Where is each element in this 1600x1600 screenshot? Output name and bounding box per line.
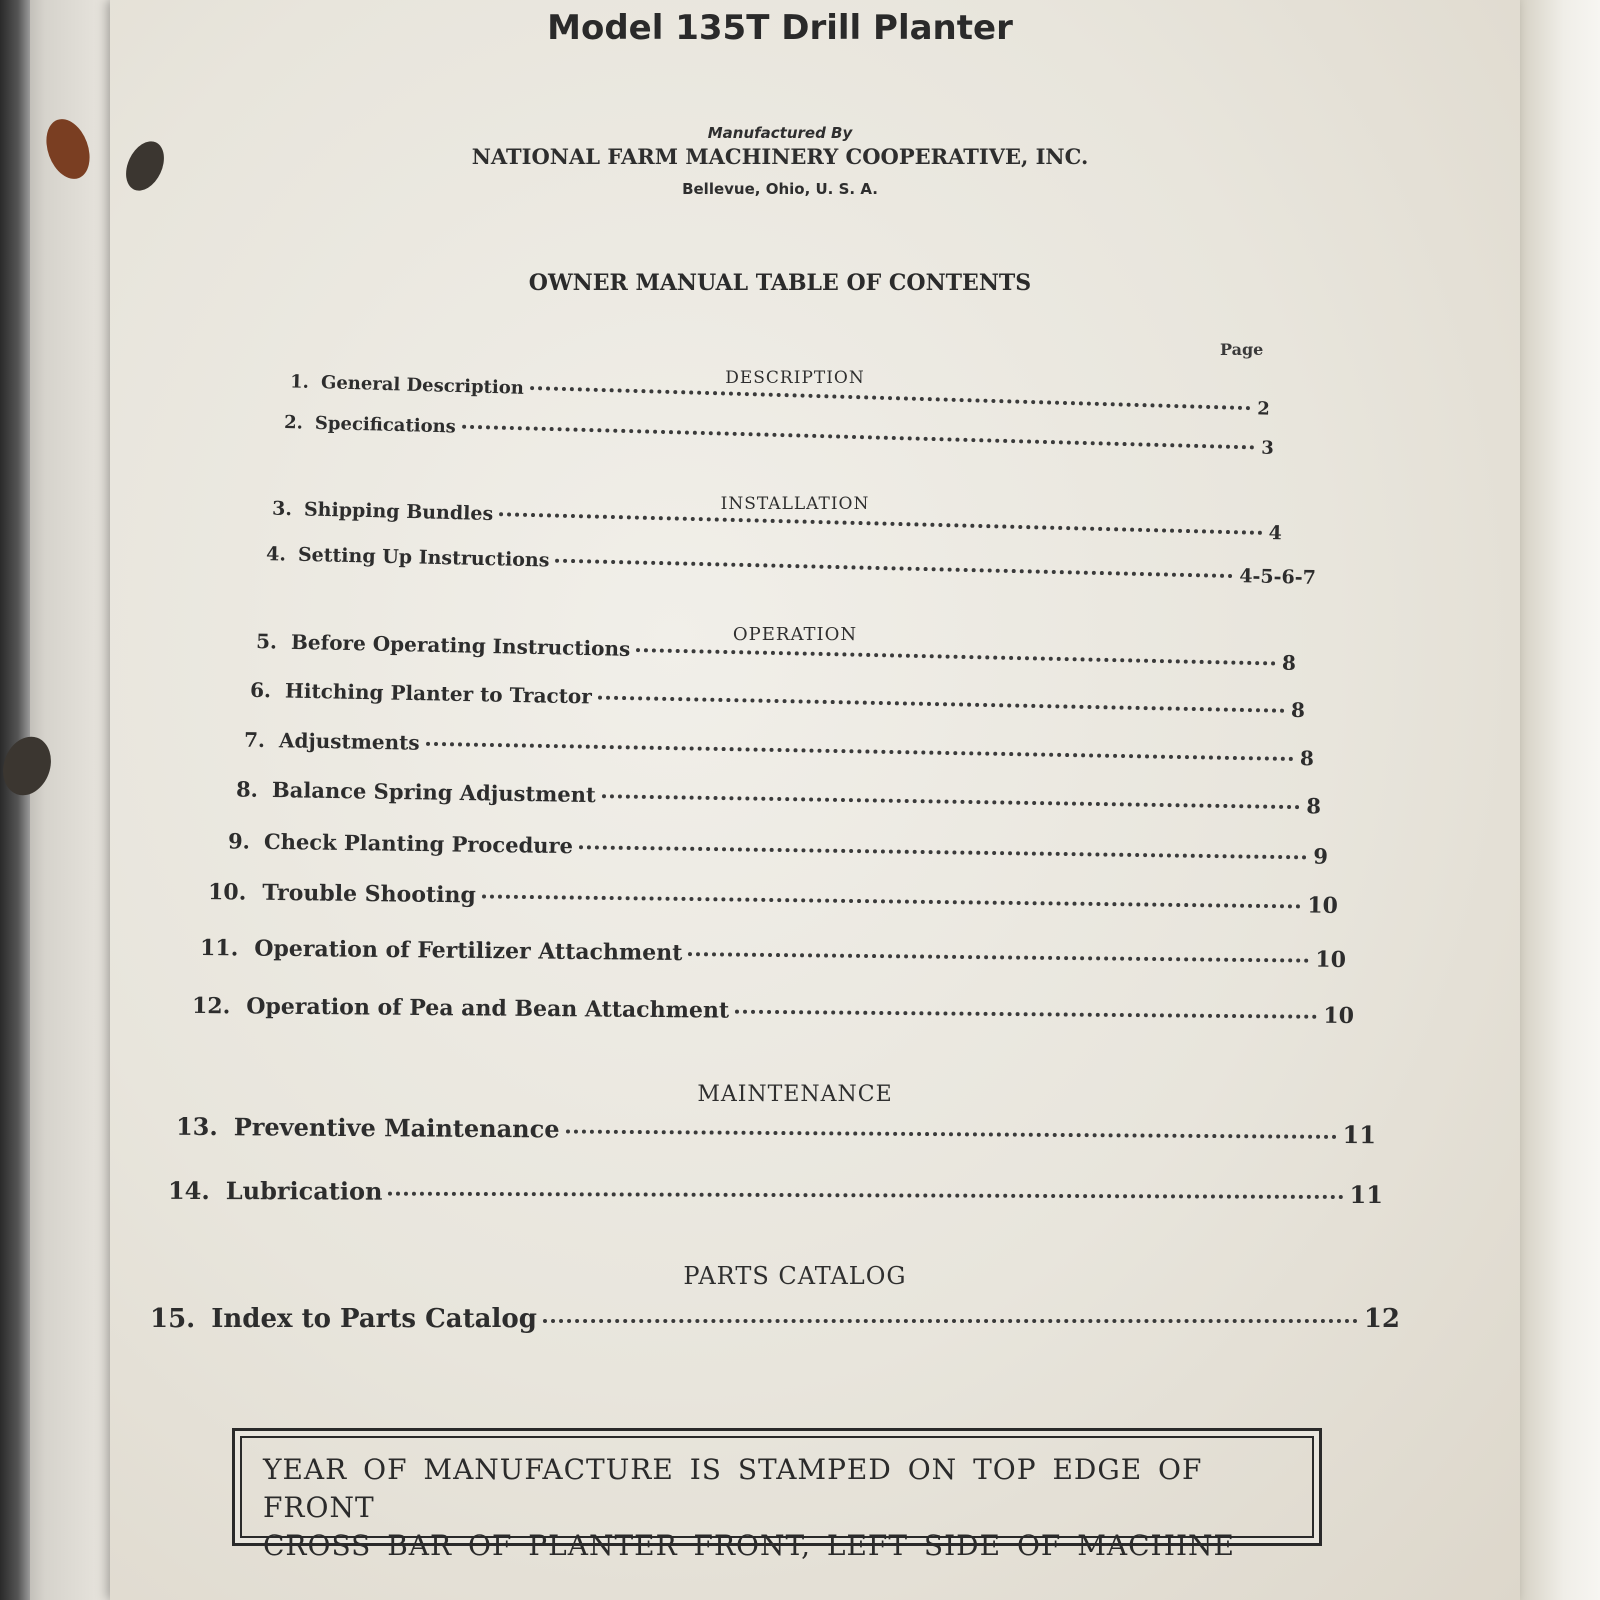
toc-entry-page: 4	[1268, 522, 1283, 545]
section-heading-installation: INSTALLATION	[720, 494, 870, 514]
toc-entry-page: 8	[1299, 746, 1315, 771]
leader-dots	[636, 646, 1276, 665]
toc-entry-number: 7.	[243, 727, 266, 753]
toc-entry-page: 11	[1349, 1180, 1384, 1210]
toc-entry-label: Shipping Bundles	[303, 498, 494, 526]
leader-dots	[566, 1128, 1337, 1139]
toc-entry-number: 8.	[235, 776, 259, 802]
toc-entry-page: 10	[1323, 1002, 1355, 1030]
leader-dots	[543, 1317, 1358, 1323]
binder-edge	[0, 0, 30, 1600]
toc-entry-label: Balance Spring Adjustment	[271, 777, 596, 808]
toc-entry-number: 11.	[199, 935, 239, 962]
toc-title: OWNER MANUAL TABLE OF CONTENTS	[528, 270, 1032, 296]
toc-entry-label: Setting Up Instructions	[297, 543, 550, 572]
toc-entry-number: 4.	[265, 543, 287, 566]
leader-dots	[688, 950, 1309, 963]
section-heading-maintenance: MAINTENANCE	[697, 1082, 893, 1107]
toc-entry-number: 12.	[191, 992, 231, 1020]
section-heading-description: DESCRIPTION	[725, 368, 865, 388]
toc-entry-label: General Description	[320, 372, 525, 399]
toc-entry	[150, 1304, 1400, 1334]
toc-entry-number: 2.	[283, 412, 304, 434]
section-heading-operation: OPERATION	[732, 624, 858, 645]
toc-entry	[168, 1176, 1383, 1209]
toc-entry-number: 13.	[175, 1111, 218, 1142]
toc-entry-number: 5.	[255, 629, 278, 654]
toc-entry-number: 9.	[227, 828, 251, 854]
toc-entry-number: 1.	[289, 371, 310, 393]
toc-entry-number: 15.	[150, 1304, 196, 1334]
notice-line-2: CROSS BAR OF PLANTER FRONT, LEFT SIDE OF MACHINE	[263, 1529, 1235, 1562]
leader-dots	[602, 792, 1301, 809]
toc-entry-label: Specifications	[314, 412, 457, 438]
section-heading-parts-catalog: PARTS CATALOG	[683, 1262, 907, 1290]
right-background-strip	[1510, 0, 1600, 1600]
toc-entry-label: Preventive Maintenance	[233, 1112, 560, 1144]
toc-entry-number: 14.	[167, 1175, 210, 1206]
toc-entry-number: 10.	[207, 879, 247, 906]
toc-entry-label: Hitching Planter to Tractor	[284, 678, 593, 709]
toc-entry-label: Index to Parts Catalog	[211, 1304, 537, 1334]
leader-dots	[388, 1190, 1343, 1199]
manufacturer-location: Bellevue, Ohio, U. S. A.	[682, 180, 878, 198]
toc-entry-page: 4-5-6-7	[1239, 565, 1317, 589]
toc-entry-page: 12	[1363, 1304, 1400, 1334]
toc-entry-page: 2	[1256, 398, 1271, 420]
toc-entry-page: 8	[1281, 650, 1297, 675]
toc-entry-page: 10	[1307, 892, 1339, 919]
toc-entry-label: Adjustments	[278, 728, 420, 755]
toc-entry-label: Operation of Pea and Bean Attachment	[246, 993, 730, 1024]
leader-dots	[579, 843, 1307, 859]
toc-entry-label: Lubrication	[225, 1176, 383, 1206]
toc-entry-label: Trouble Shooting	[262, 879, 477, 909]
manufacturer-name: NATIONAL FARM MACHINERY COOPERATIVE, INC.	[471, 144, 1089, 169]
notice-line-1: YEAR OF MANUFACTURE IS STAMPED ON TOP EDGE OF FRONT	[263, 1453, 1203, 1524]
manufactured-by-label: Manufactured By	[707, 124, 853, 142]
toc-entry-page: 11	[1342, 1119, 1377, 1150]
leader-dots	[482, 892, 1302, 908]
toc-entry-number: 6.	[249, 677, 272, 703]
toc-entry-label: Before Operating Instructions	[290, 629, 631, 661]
toc-entry-page: 10	[1315, 946, 1347, 973]
manufacture-year-notice-box	[232, 1428, 1322, 1562]
leader-dots	[735, 1008, 1317, 1019]
toc-entry-page: 9	[1313, 843, 1329, 869]
toc-entry-label: Operation of Fertilizer Attachment	[254, 935, 683, 967]
leader-dots	[598, 694, 1285, 713]
page-column-heading: Page	[1220, 340, 1264, 359]
model-title: Model 135T Drill Planter	[547, 8, 1013, 48]
toc-entry-page: 3	[1261, 437, 1275, 459]
toc-entry-page: 8	[1290, 697, 1306, 723]
toc-entry-number: 3.	[271, 497, 293, 521]
toc-entry-page: 8	[1306, 793, 1322, 819]
toc-entry-label: Check Planting Procedure	[263, 828, 574, 859]
